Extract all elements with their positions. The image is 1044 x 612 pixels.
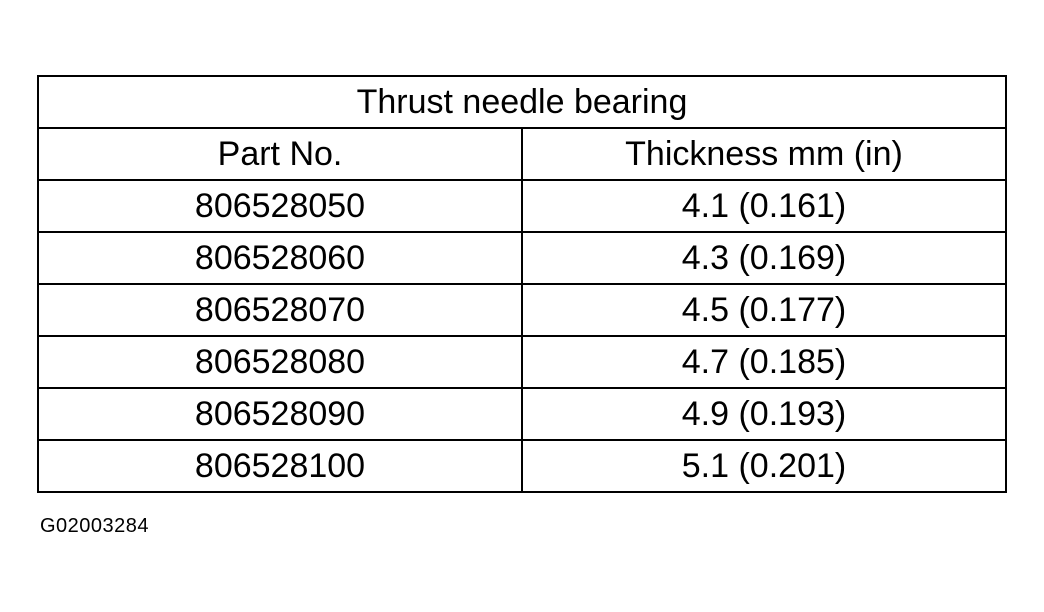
part-number-cell: 806528060 bbox=[38, 232, 522, 284]
thrust-bearing-spec-table bbox=[37, 75, 1007, 493]
thickness-cell: 4.1 (0.161) bbox=[522, 180, 1006, 232]
table-row bbox=[38, 440, 1006, 492]
table-row bbox=[38, 336, 1006, 388]
thickness-cell: 5.1 (0.201) bbox=[522, 440, 1006, 492]
table-row bbox=[38, 388, 1006, 440]
thickness-cell: 4.5 (0.177) bbox=[522, 284, 1006, 336]
column-header-thickness: Thickness mm (in) bbox=[522, 128, 1006, 180]
table-title-row bbox=[38, 76, 1006, 128]
table-row bbox=[38, 284, 1006, 336]
part-number-cell: 806528070 bbox=[38, 284, 522, 336]
part-number-cell: 806528050 bbox=[38, 180, 522, 232]
part-number-cell: 806528100 bbox=[38, 440, 522, 492]
figure-id: G02003284 bbox=[40, 515, 150, 537]
table-row bbox=[38, 180, 1006, 232]
column-header-part-no: Part No. bbox=[38, 128, 522, 180]
table-row bbox=[38, 232, 1006, 284]
table-title: Thrust needle bearing bbox=[38, 76, 1006, 128]
part-number-cell: 806528090 bbox=[38, 388, 522, 440]
part-number-cell: 806528080 bbox=[38, 336, 522, 388]
thickness-cell: 4.9 (0.193) bbox=[522, 388, 1006, 440]
thickness-cell: 4.3 (0.169) bbox=[522, 232, 1006, 284]
thickness-cell: 4.7 (0.185) bbox=[522, 336, 1006, 388]
table-header-row bbox=[38, 128, 1006, 180]
